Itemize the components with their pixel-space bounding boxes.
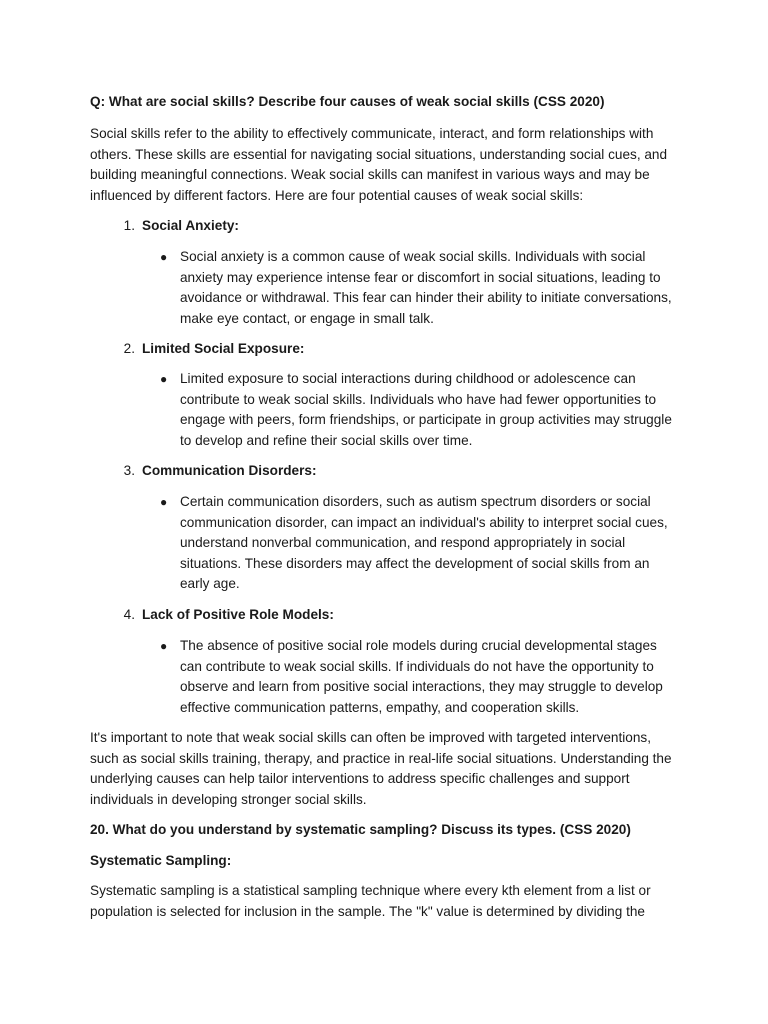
list-item-label: Limited Social Exposure: — [142, 341, 305, 356]
question-heading: 20. What do you understand by systematic sampling? Discuss its types. (CSS 2020) — [90, 822, 631, 837]
bullet-icon: ● — [160, 639, 168, 653]
bullet-text: Limited exposure to social interactions during childhood or adolescence can contribute to weak social skills. Individuals who have had fewer opportunities to engage with peers, form friendships, or participate in group activities may struggle to develop and refine their social skills over time. — [180, 371, 672, 448]
intro-paragraph: Social skills refer to the ability to effectively communicate, interact, and form relationships with others. These skills are essential for navigating social situations, understanding social cues, and building meaningful connections. Weak social skills can manifest in various ways and may be influenced by different factors. Here are four potential causes of weak social skills: — [90, 126, 668, 203]
bullet-item — [160, 369, 680, 451]
bullet-item — [160, 636, 680, 718]
bullet-icon: ● — [160, 250, 168, 264]
list-item-title — [90, 461, 316, 482]
bullet-icon: ● — [160, 372, 168, 386]
list-item-label: Lack of Positive Role Models: — [142, 607, 334, 622]
list-item-number: 2. — [123, 341, 135, 356]
list-item-label: Communication Disorders: — [142, 463, 317, 478]
bullet-icon: ● — [160, 495, 168, 509]
bullet-item — [160, 247, 680, 329]
conclusion-paragraph: It's important to note that weak social skills can often be improved with targeted interventions, such as social skills training, therapy, and practice in real-life social situations. Understanding the underlying causes can help tailor interventions to address specific challenges and support individuals in developing stronger social skills. — [90, 730, 672, 807]
body-paragraph: Systematic sampling is a statistical sampling technique where every kth element from a list or population is selected for inclusion in the sample. The "k" value is determined by dividing the — [90, 883, 651, 919]
list-item-title — [90, 605, 334, 626]
list-item-title — [90, 216, 239, 237]
bullet-text: The absence of positive social role models during crucial developmental stages can contribute to weak social skills. If individuals do not have the opportunity to observe and learn from positive social interactions, they may struggle to develop effective communication patterns, empathy, and cooperation skills. — [180, 638, 663, 715]
bullet-text: Certain communication disorders, such as autism spectrum disorders or social communication disorder, can impact an individual's ability to interpret social cues, understand nonverbal communication, and respond appropriately in social situations. These disorders may affect the development of social skills from an early age. — [180, 494, 668, 592]
list-item-number: 4. — [123, 607, 135, 622]
section-subheading: Systematic Sampling: — [90, 853, 232, 868]
list-item-number: 3. — [123, 463, 135, 478]
bullet-text: Social anxiety is a common cause of weak social skills. Individuals with social anxiety may experience intense fear or discomfort in social situations, leading to avoidance or withdrawal. This fear can hinder their ability to initiate conversations, make eye contact, or engage in small talk. — [180, 249, 672, 326]
question-heading: Q: What are social skills? Describe four causes of weak social skills (CSS 2020) — [90, 94, 605, 109]
list-item-number: 1. — [123, 218, 135, 233]
list-item-title — [90, 339, 304, 360]
list-item-label: Social Anxiety: — [142, 218, 239, 233]
bullet-item — [160, 492, 680, 595]
